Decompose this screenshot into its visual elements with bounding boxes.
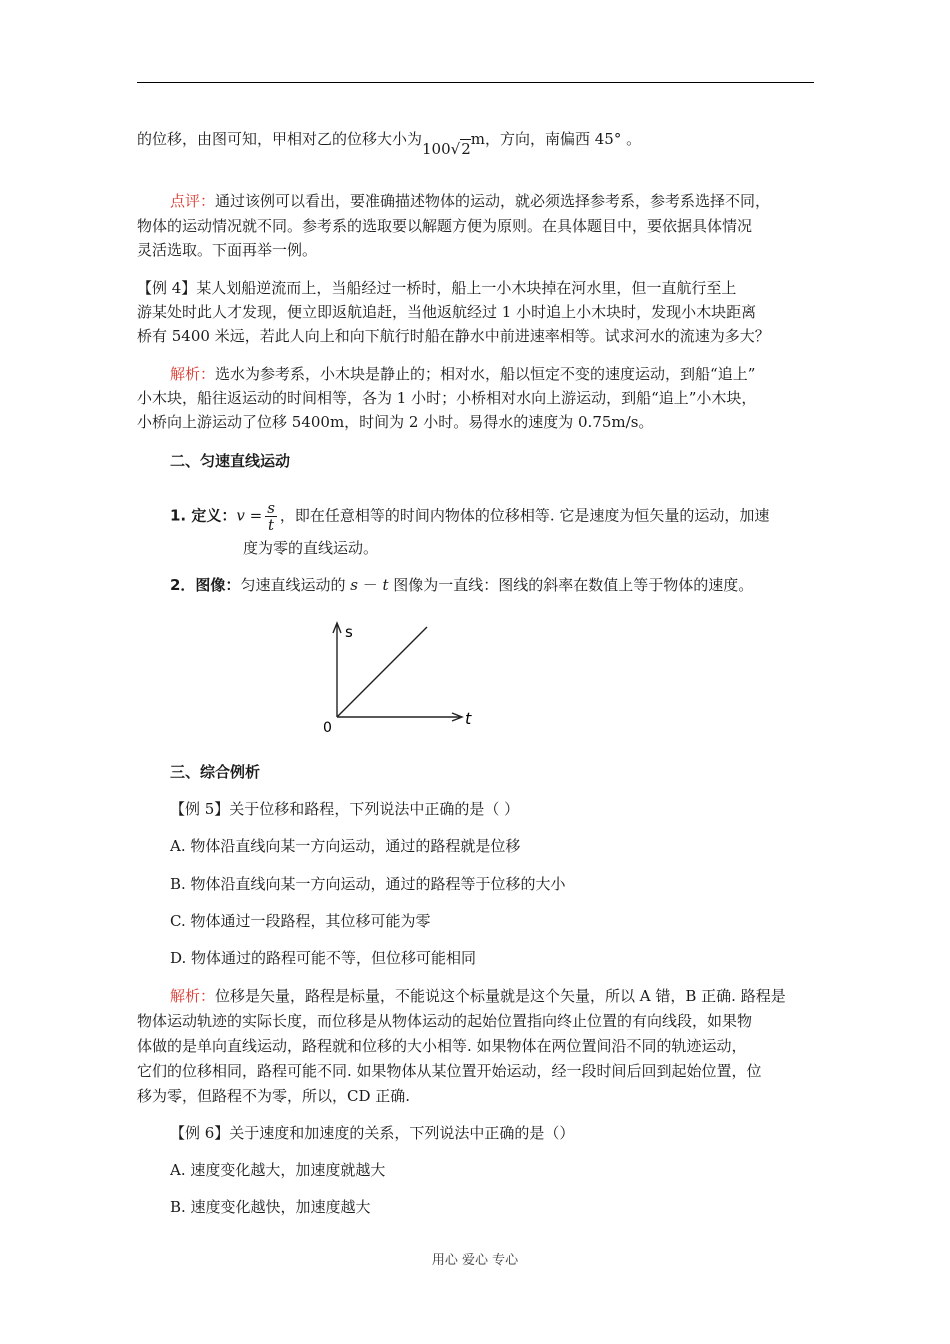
fraction-denominator: t [268,516,275,534]
origin-label: 0 [323,720,332,735]
direction-text: m，方向，南偏西 45° 。 [470,130,642,148]
comment-text-1: 通过该例可以看出，要准确描述物体的运动，就必须选择参考系，参考系选择不同， [215,192,771,210]
comment-line-1 [170,191,770,211]
comment-line-2: 物体的运动情况就不同。参考系的选取要以解题方便为原则。在具体题目中，要依据具体情况 [137,217,753,235]
example4-line-1: 【例 4】某人划船逆流而上，当船经过一桥时，船上一小木块掉在河水里，但一直航行至上 [137,279,737,297]
graph-text-a: 匀速直线运动的 [240,576,351,594]
page-footer: 用心 爱心 专心 [431,1253,519,1268]
answer4-line-3: 小桥向上游运动了位移 5400m，时间为 2 小时。易得水的速度为 0.75m/s。 [137,413,654,431]
graph-dash: － [357,576,383,594]
fraction-numerator: s [267,499,275,517]
definition-line-1 [170,500,769,533]
y-axis-label: s [345,623,353,641]
graph-s-symbol: s [350,576,358,594]
answer4-label: 解析： [170,365,216,383]
example5-option-d: D. 物体通过的路程可能不等，但位移可能相同 [170,949,477,967]
section2-title: 二、匀速直线运动 [170,452,291,470]
graph-text-b: 图像为一直线：图线的斜率在数值上等于物体的速度。 [388,576,754,594]
answer5-line-4: 它们的位移相同，路程可能不同. 如果物体从某位置开始运动，经一段时间后回到起始位置，位 [137,1062,762,1080]
example4-line-2: 游某处时此人才发现，便立即返航追赶，当他返航经过 1 小时追上小木块时，发现小木块距离 [137,303,757,321]
graph-description-line [170,575,753,595]
answer5-line-2: 物体运动轨迹的实际长度，而位移是从物体运动的起始位置指向终止位置的有向线段，如果物 [137,1012,753,1030]
definition-text: ，即在任意相等的时间内物体的位移相等. 它是速度为恒矢量的运动，加速 [279,506,770,525]
answer5-label: 解析： [170,987,216,1005]
graph-t-symbol: t [382,576,389,594]
answer5-line-5: 移为零，但路程不为零，所以，CD 正确. [137,1087,411,1105]
s-t-graph [315,615,480,735]
header-rule [137,82,814,83]
example5-option-a: A. 物体沿直线向某一方向运动，通过的路程就是位移 [170,837,521,855]
example4-line-3: 桥有 5400 米远，若此人向上和向下航行时船在静水中前进速率相等。试求河水的流速为多大？ [137,327,770,345]
graph-label: 2．图像： [170,576,241,594]
equals-sign: = [244,506,263,525]
example6-option-a: A. 速度变化越大，加速度就越大 [170,1161,386,1179]
answer5-line-3: 体做的是单向直线运动，路程就和位移的大小相等. 如果物体在两位置间沿不同的轨迹运动， [137,1037,747,1055]
answer4-text-1: 选水为参考系，小木块是静止的；相对水，船以恒定不变的速度运动，到船“追上” [215,365,756,383]
comment-label: 点评： [170,192,216,210]
s-over-t-fraction [265,500,277,533]
answer5-text-1: 位移是矢量，路程是标量，不能说这个标量就是这个矢量，所以 A 错，B 正确. 路程是 [215,987,786,1005]
definition-label: 1. 定义： [170,506,237,525]
displacement-result-line [137,129,642,158]
definition-line-2: 度为零的直线运动。 [243,539,379,557]
sqrt-radicand: 2 [461,140,471,158]
sqrt-expression: 100√2 [422,140,471,158]
answer5-line-1 [170,986,786,1006]
displacement-text: 的位移，由图可知，甲相对乙的位移大小为 [137,130,423,148]
example5-option-b: B. 物体沿直线向某一方向运动，通过的路程等于位移的大小 [170,875,566,893]
example6-question: 【例 6】关于速度和加速度的关系，下列说法中正确的是（） [170,1124,575,1142]
x-axis-label: t [465,709,472,728]
comment-line-3: 灵活选取。下面再举一例。 [137,241,318,259]
answer4-line-2: 小木块，船往返运动的时间相等，各为 1 小时；小桥相对水向上游运动，到船“追上”小木块， [137,389,757,407]
answer4-line-1 [170,364,755,384]
velocity-symbol: v [236,506,245,525]
example6-option-b: B. 速度变化越快，加速度越大 [170,1198,371,1216]
example5-question: 【例 5】关于位移和路程，下列说法中正确的是（ ） [170,800,520,818]
example5-option-c: C. 物体通过一段路程，其位移可能为零 [170,912,431,930]
sqrt-coefficient: 100 [422,140,451,158]
section3-title: 三、综合例析 [170,763,261,781]
